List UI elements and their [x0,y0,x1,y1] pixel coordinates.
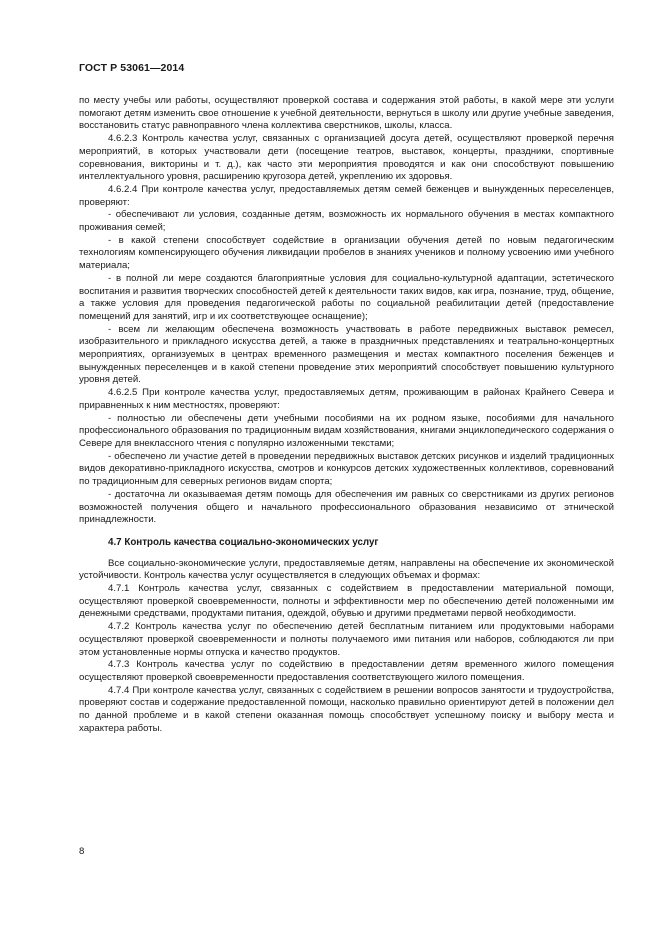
list-item: - обеспечено ли участие детей в проведении передвижных выставок детских рисунков и изделий традиционных видов декоративно-прикладного искусства, смотров и конкурсов детских художественных коллективов, соревнований по традиционным для северных регионов видам спорта; [79,450,614,488]
paragraph-4-7-4: 4.7.4 При контроле качества услуг, связанных с содействием в решении вопросов занятости и трудоустройства, проверяют состав и содержание предоставленной помощи, насколько правильно ориентируют детей в положении дел по данной проблеме и в какой степени оказанная помощь способствует успешному поиску и выбору места и характера работы. [79,684,614,734]
list-item: - в полной ли мере создаются благоприятные условия для социально-культурной адаптации, эстетического воспитания и развития творческих способностей детей к деятельности таких видов, как игра, познание, труд, общение, а также условия для проведения педагогической работы по социальной реабилитации детей (предоставление помещений для занятий, игр и их соответствующее оснащение); [79,272,614,322]
list-item: - достаточна ли оказываемая детям помощь для обеспечения им равных со сверстниками из других регионов возможностей получения общего и начального профессионального образования независимо от этнической принадлежности. [79,488,614,526]
paragraph-4-7-1: 4.7.1 Контроль качества услуг, связанных с содействием в предоставлении материальной помощи, осуществляют проверкой своевременности, полноты и эффективности мер по обеспечению детей положенными им денежными средствами, продуктами питания, одеждой, обувью и другими предметами первой необходимости. [79,583,614,620]
section-heading-4-7: 4.7 Контроль качества социально-экономических услуг [108,536,379,548]
list-item: - обеспечивают ли условия, созданные детям, возможность их нормального обучения в местах компактного проживания семей; [79,209,614,234]
list-item: - в какой степени способствует содействие в организации обучения детей по новым педагогическим технологиям компенсирующего обучения ликвидации пробелов в знаниях учеников и полному усвоению ими учебного материала; [79,234,614,272]
standard-header: ГОСТ Р 53061—2014 [79,62,185,74]
paragraph-continuation: по месту учебы или работы, осуществляют проверкой состава и содержания этой работы, в какой мере эти услуги помогают детям изменить свое отношение к учебной деятельности, вернуться в школу или другие учебные заведения, восстановить статус равноправного члена коллектива сверстников, школы, класса. [79,95,614,132]
paragraph-4-6-2-4: 4.6.2.4 При контроле качества услуг, предоставляемых детям семей беженцев и вынужденных переселенцев, проверяют: [79,183,614,208]
section-intro: Все социально-экономические услуги, предоставляемые детям, направлены на обеспечение их экономической устойчивости. Контроль качества услуг осуществляется в следующих объемах и формах: [79,557,614,582]
paragraph-4-6-2-3: 4.6.2.3 Контроль качества услуг, связанных с организацией досуга детей, осуществляют проверкой перечня мероприятий, в которых участвовали дети (посещение театров, выставок, концерты, праздники, спортивные соревнования, викторины и т. д.), как часто эти мероприятия проводятся и как они способствуют повышению интеллектуального уровня, расширению кругозора детей, укреплению их здоровья. [79,133,614,183]
paragraph-4-7-2: 4.7.2 Контроль качества услуг по обеспечению детей бесплатным питанием или продуктовыми наборами осуществляют проверкой своевременности и полноты получаемого ими питания или наборов, соблюдаются ли при этом установленные нормы отпуска и качество продуктов. [79,621,614,658]
paragraph-4-6-2-5: 4.6.2.5 При контроле качества услуг, предоставляемых детям, проживающим в районах Крайнего Севера и приравненных к ним местностях, проверяют: [79,387,614,411]
document-body [79,95,614,735]
page-number: 8 [79,846,85,857]
list-item: - полностью ли обеспечены дети учебными пособиями на их родном языке, пособиями для начального профессионального образования по традиционным видам хозяйствования, книгами энциклопедического содержания о Севере для внеклассного чтения с популярно изложенными текстами; [79,412,614,449]
list-item: - всем ли желающим обеспечена возможность участвовать в работе передвижных выставок ремесел, изобразительного и прикладного искусства детей, а также в праздничных представлениях и театрально-концертных мероприятиях, организуемых в центрах временного размещения и местах компактного поселения беженцев и вынужденных переселенцев и в какой степени проведение этих мероприятий способствует повышению культурного уровня детей. [79,323,614,386]
paragraph-4-7-3: 4.7.3 Контроль качества услуг по содействию в предоставлении детям временного жилого помещения осуществляют проверкой своевременности предоставления соответствующего жилого помещения. [79,659,614,683]
